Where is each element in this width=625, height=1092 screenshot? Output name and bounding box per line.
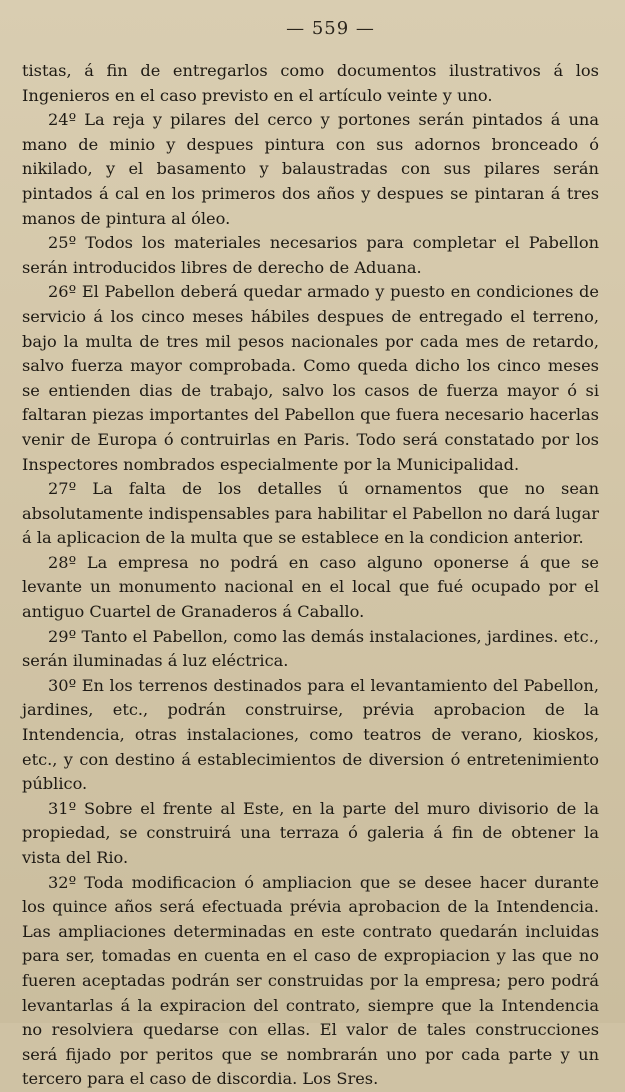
clause-26: 26º El Pabellon deberá quedar armado y puesto en condiciones de servicio á los cinco meses hábiles despues de entregado el terreno, bajo la multa de tres mil pesos nacionales por cada mes de retardo, salvo fuerza mayor comprobada. Como queda dicho los cinco meses se entienden dias de trabajo, salvo los casos de fuerza mayor ó si faltaran piezas importantes del Pabellon que fuera necesario hacerlas venir de Europa ó contruirlas en Paris. Todo será constatado por los Inspectores nombrados especialmente por la Municipalidad. bbox=[22, 282, 599, 474]
clause-32: 32º Toda modificacion ó ampliacion que se desee hacer durante los quince años será efectuada prévia aprobacion de la Intendencia. Las ampliaciones determinadas en este contrato quedarán incluidas para ser, tomadas en cuenta en el caso de expropiacion y las que no fueren aceptadas podrán ser construidas por la empresa; pero podrá levantarlas á la expiracion del contrato, siempre que la Intendencia no resolviera quedarse con ellas. El valor de tales construcciones será fijado por peritos que se nombrarán uno por cada parte y un tercero para el caso de discordia. Los Sres. bbox=[22, 872, 599, 1089]
clause-28: 28º La empresa no podrá en caso alguno oponerse á que se levante un monumento nacional en el local que fué ocupado por el antiguo Cuartel de Granaderos á Caballo. bbox=[22, 552, 599, 622]
contract-text bbox=[22, 59, 599, 1092]
clause-27: 27º La falta de los detalles ú ornamentos que no sean absolutamente indispensables para habilitar el Pabellon no dará lugar á la aplicacion de la multa que se establece en la condicion anterior. bbox=[22, 479, 599, 548]
clause-24: 24º La reja y pilares del cerco y portones serán pintados á una mano de minio y despues pintura con sus adornos bronceado ó nikilado, y el basamento y balaustradas con sus pilares serán pintados á cal en los primeros dos años y despues se pintaran á tres manos de pintura al óleo. bbox=[22, 110, 599, 228]
clause-31: 31º Sobre el frente al Este, en la parte del muro divisorio de la propiedad, se construirá una terraza ó galeria á fin de obtener la vista del Rio. bbox=[22, 798, 599, 867]
clause-30: 30º En los terrenos destinados para el levantamiento del Pabellon, jardines, etc., podrán construirse, prévia aprobacion de la Intendencia, otras instalaciones, como teatros de verano, kioskos, etc., y con destino á establecimientos de diversion ó entretenimiento público. bbox=[22, 675, 599, 794]
clause-25: 25º Todos los materiales necesarios para completar el Pabellon serán introducidos libres de derecho de Aduana. bbox=[22, 233, 599, 277]
page-number: — 559 — bbox=[286, 18, 375, 39]
clause-29: 29º Tanto el Pabellon, como las demás instalaciones, jardines. etc., serán iluminadas á luz eléctrica. bbox=[22, 626, 599, 671]
paragraph-continuation: tistas, á fin de entregarlos como documentos ilustrativos á los Ingenieros en el caso previsto en el artículo veinte y uno. bbox=[22, 61, 599, 105]
